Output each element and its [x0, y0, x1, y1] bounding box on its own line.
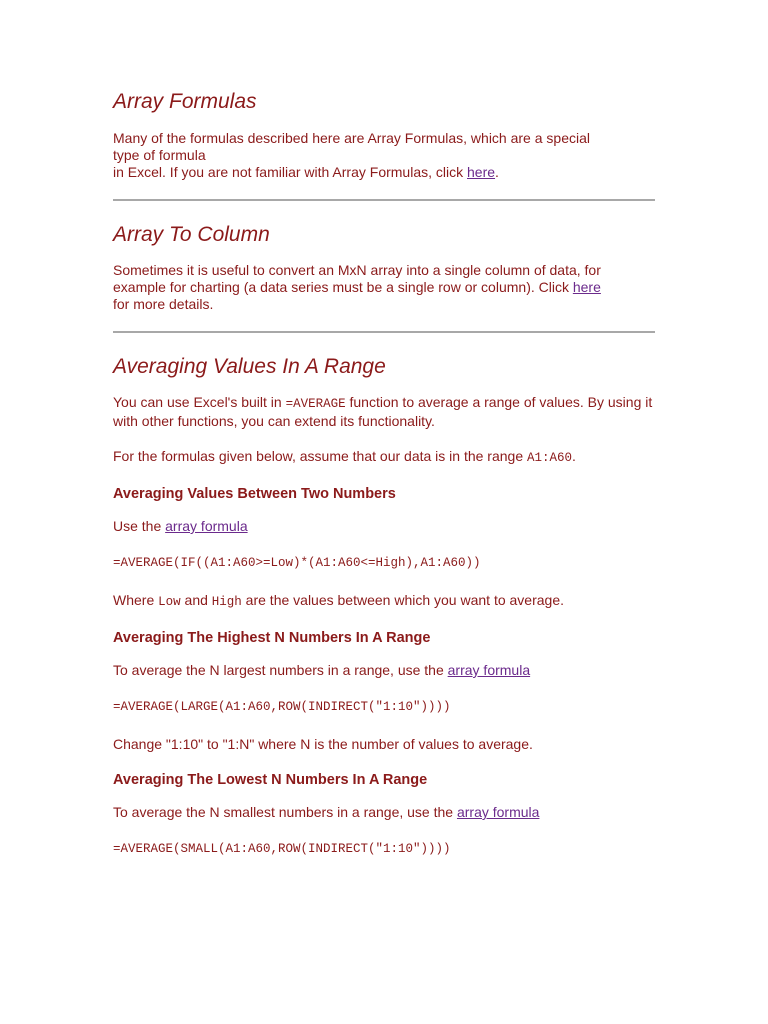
text-line: For the formulas given below, assume that our data is in the range [113, 448, 528, 464]
array-formulas-here-link[interactable]: here [467, 164, 496, 180]
text-line: Sometimes it is useful to convert an MxN array into a single column of data, for [113, 262, 601, 278]
subheading-highest: Averaging The Highest N Numbers In A Range [113, 630, 431, 646]
text-line: Many of the formulas described here are Array Formulas, which are a special [113, 130, 590, 146]
subheading-between: Averaging Values Between Two Numbers [113, 486, 396, 502]
average-function-code: =AVERAGE [285, 397, 346, 411]
between-where [113, 592, 658, 611]
section-divider [113, 199, 655, 201]
text-line: and [180, 592, 212, 608]
section-divider [113, 331, 655, 333]
text-line: type of formula [113, 147, 206, 163]
section-array-formulas [113, 88, 658, 181]
text-line: function to average a range of values. By using it [345, 394, 653, 410]
array-formulas-paragraph [113, 130, 658, 181]
between-formula [113, 553, 658, 572]
between-array-formula-link[interactable]: array formula [165, 518, 248, 534]
section-title-averaging: Averaging Values In A Range [113, 355, 386, 378]
lowest-formula [113, 839, 658, 858]
text-line: To average the N largest numbers in a range, use the [113, 662, 448, 678]
highest-formula [113, 697, 658, 716]
highest-use [113, 662, 658, 679]
text-line: are the values between which you want to average. [241, 592, 564, 608]
averaging-assumption [113, 448, 658, 467]
lowest-use [113, 804, 658, 821]
text-line: for more details. [113, 296, 214, 312]
section-title-array-formulas: Array Formulas [113, 90, 257, 113]
highest-array-formula-link[interactable]: array formula [447, 662, 531, 678]
high-code: High [211, 595, 242, 609]
between-use [113, 518, 658, 535]
text-line: . [572, 448, 576, 464]
content [113, 88, 658, 878]
array-to-column-here-link[interactable]: here [572, 279, 601, 295]
highest-note: Change "1:10" to "1:N" where N is the number of values to average. [113, 736, 533, 752]
text-line: with other functions, you can extend its functionality. [113, 413, 435, 429]
section-averaging [113, 353, 658, 858]
array-to-column-paragraph [113, 262, 658, 313]
text-line: Where [113, 592, 159, 608]
text-line: To average the N smallest numbers in a range, use the [113, 804, 457, 820]
formula-code: =AVERAGE(SMALL(A1:A60,ROW(INDIRECT("1:10")))) [113, 842, 451, 856]
formula-code: =AVERAGE(LARGE(A1:A60,ROW(INDIRECT("1:10")))) [113, 700, 451, 714]
text-line: . [495, 164, 499, 180]
subheading-lowest: Averaging The Lowest N Numbers In A Range [113, 772, 428, 788]
text-line: in Excel. If you are not familiar with Array Formulas, click [113, 164, 467, 180]
section-title-array-to-column: Array To Column [113, 223, 270, 246]
section-array-to-column [113, 221, 658, 313]
text-line: You can use Excel's built in [113, 394, 286, 410]
averaging-intro [113, 394, 658, 430]
range-code: A1:A60 [527, 451, 573, 465]
text-line: example for charting (a data series must be a single row or column). Click [113, 279, 573, 295]
low-code: Low [158, 595, 181, 609]
lowest-array-formula-link[interactable]: array formula [456, 804, 540, 820]
text-line: Use the [113, 518, 166, 534]
formula-code: =AVERAGE(IF((A1:A60>=Low)*(A1:A60<=High),A1:A60)) [113, 556, 481, 570]
